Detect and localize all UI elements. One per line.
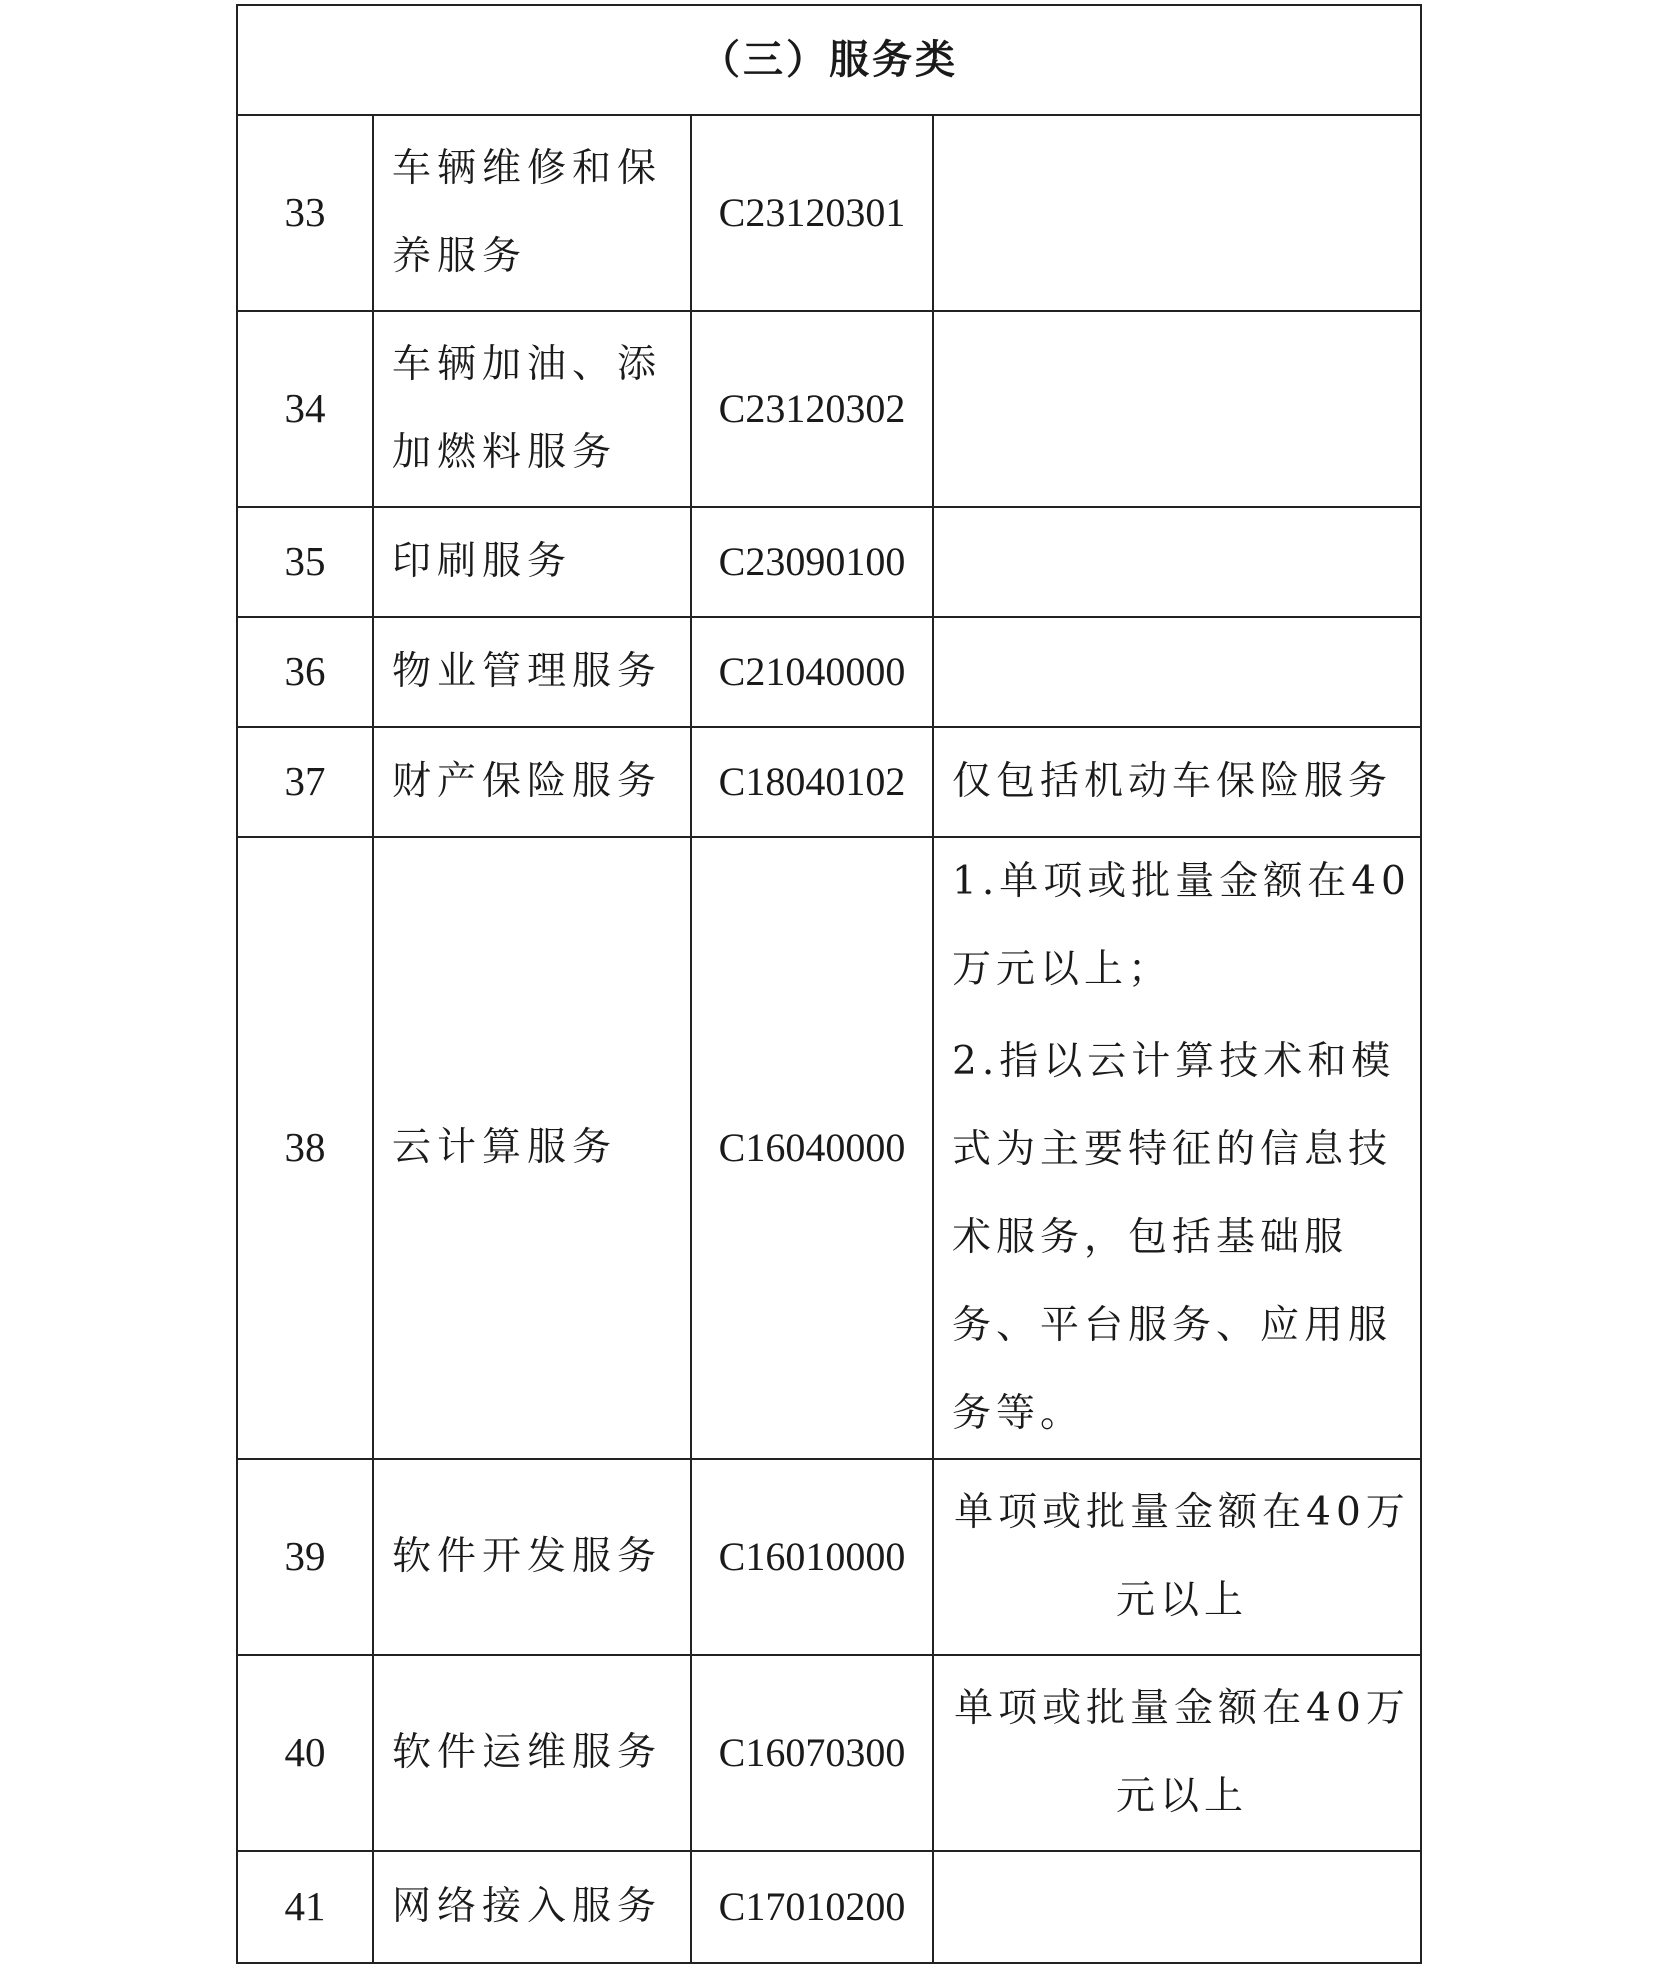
row-number: 38 — [237, 837, 373, 1459]
table-row — [237, 1655, 1421, 1851]
item-code: C23090100 — [691, 507, 933, 617]
table-row — [237, 311, 1421, 507]
item-code: C18040102 — [691, 727, 933, 837]
item-name: 网络接入服务 — [373, 1851, 691, 1963]
note-line: 单项或批量金额在40万元以上 — [954, 1686, 1410, 1819]
note-line: 2.指以云计算技术和模式为主要特征的信息技术服务，包括基础服务、平台服务、应用服务等。 — [952, 1039, 1396, 1436]
table-row — [237, 727, 1421, 837]
item-code: C23120302 — [691, 311, 933, 507]
item-note — [933, 311, 1421, 507]
item-code: C21040000 — [691, 617, 933, 727]
row-number: 41 — [237, 1851, 373, 1963]
row-number: 35 — [237, 507, 373, 617]
row-number: 37 — [237, 727, 373, 837]
note-line: 仅包括机动车保险服务 — [952, 759, 1393, 804]
item-code: C16040000 — [691, 837, 933, 1459]
row-number: 33 — [237, 115, 373, 311]
procurement-catalog-page — [236, 4, 1420, 1930]
service-catalog-table — [236, 4, 1422, 1964]
item-code: C16070300 — [691, 1655, 933, 1851]
table-row — [237, 617, 1421, 727]
note-line: 1.单项或批量金额在40万元以上； — [952, 859, 1411, 992]
item-note — [933, 115, 1421, 311]
table-row — [237, 507, 1421, 617]
item-name: 云计算服务 — [373, 837, 691, 1459]
item-name: 物业管理服务 — [373, 617, 691, 727]
item-note — [933, 617, 1421, 727]
item-note — [933, 727, 1421, 837]
table-row — [237, 1459, 1421, 1655]
row-number: 39 — [237, 1459, 373, 1655]
section-title: （三）服务类 — [237, 5, 1421, 115]
table-row — [237, 837, 1421, 1459]
row-number: 40 — [237, 1655, 373, 1851]
item-note — [933, 1851, 1421, 1963]
item-note — [933, 507, 1421, 617]
item-note — [933, 837, 1421, 1459]
row-number: 36 — [237, 617, 373, 727]
item-code: C16010000 — [691, 1459, 933, 1655]
item-name: 财产保险服务 — [373, 727, 691, 837]
item-name: 软件开发服务 — [373, 1459, 691, 1655]
table-row — [237, 115, 1421, 311]
item-name: 车辆维修和保养服务 — [373, 115, 691, 311]
row-number: 34 — [237, 311, 373, 507]
table-row — [237, 1851, 1421, 1963]
item-note — [933, 1655, 1421, 1851]
item-name: 软件运维服务 — [373, 1655, 691, 1851]
item-code: C17010200 — [691, 1851, 933, 1963]
item-name: 车辆加油、添加燃料服务 — [373, 311, 691, 507]
note-line: 单项或批量金额在40万元以上 — [954, 1490, 1410, 1623]
item-name: 印刷服务 — [373, 507, 691, 617]
item-note — [933, 1459, 1421, 1655]
item-code: C23120301 — [691, 115, 933, 311]
section-header-row — [237, 5, 1421, 115]
